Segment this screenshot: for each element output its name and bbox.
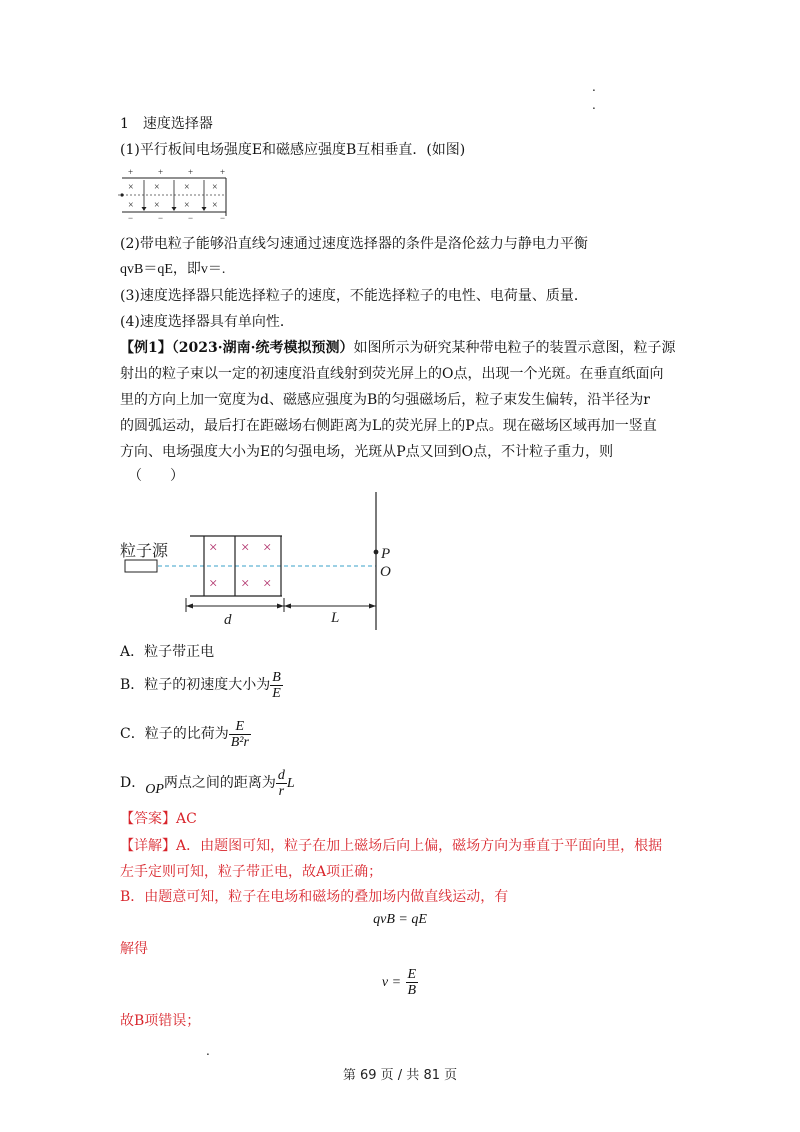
l-label: L	[331, 610, 340, 626]
minus-sign: −	[158, 213, 164, 222]
field-cross: ×	[263, 576, 272, 592]
option-b-fraction	[270, 670, 283, 701]
cross-mark: ×	[212, 200, 218, 211]
p-label: P	[381, 546, 391, 562]
plus-sign: +	[128, 167, 134, 177]
answer-detail-3: B．由题意可知，粒子在电场和磁场的叠加场内做直线运动，有	[120, 889, 509, 905]
option-b	[120, 667, 283, 703]
example-line-5: 方向、电场强度大小为E的匀强电场，光斑从P点又回到O点，不计粒子重力，则	[120, 444, 614, 460]
field-cross: ×	[241, 576, 250, 592]
fraction-denominator: r	[278, 783, 285, 799]
equation-2-fraction	[406, 967, 419, 998]
plus-sign: +	[158, 167, 164, 177]
minus-sign: −	[188, 213, 194, 222]
field-cross: ×	[241, 540, 250, 556]
answer-conclusion: 故B项错误；	[120, 1013, 201, 1029]
example-line-1	[120, 338, 675, 358]
example-text: 如图所示为研究某种带电粒子的装置示意图，粒子源	[353, 340, 676, 356]
option-d	[120, 764, 295, 803]
equation-2	[0, 964, 800, 1001]
example-source: （2023·湖南·统考模拟预测）	[171, 340, 354, 356]
field-cross: ×	[263, 540, 272, 556]
header-mark-1: .	[592, 80, 596, 94]
option-d-fraction	[276, 768, 287, 799]
option-c-fraction	[229, 719, 251, 750]
plus-sign: +	[188, 167, 194, 177]
paragraph-1: (1)平行板间电场强度E和磁感应强度B互相垂直．(如图)	[120, 142, 466, 158]
fraction-denominator: B²r	[230, 734, 249, 750]
paragraph-3: (3)速度选择器只能选择粒子的速度，不能选择粒子的电性、电荷量、质量．	[120, 288, 588, 304]
answer-label: 【答案】AC	[120, 811, 197, 827]
header-mark-2: .	[592, 98, 596, 112]
fraction-numerator: d	[277, 767, 285, 783]
example-line-2: 射出的粒子束以一定的初速度沿直线射到荧光屏上的O点，出现一个光斑。在垂直纸面向	[120, 366, 664, 382]
fraction-numerator: E	[407, 966, 417, 982]
paragraph-4: (4)速度选择器具有单向性．	[120, 314, 294, 330]
page-footer: 第 69 页 / 共 81 页	[342, 1068, 458, 1083]
answer-detail-2: 左手定则可知，粒子带正电，故A项正确；	[120, 864, 383, 880]
option-d-op: OP	[145, 782, 164, 797]
fraction-denominator: E	[272, 685, 281, 701]
cross-mark: ×	[184, 182, 190, 193]
example-line-3: 里的方向上加一宽度为d、磁感应强度为B的匀强磁场后，粒子束发生偏转，沿半径为r	[120, 392, 650, 408]
fraction-numerator: E	[229, 719, 251, 735]
fraction-denominator: B	[407, 982, 417, 998]
option-a: A．粒子带正电	[120, 644, 215, 660]
minus-sign: −	[220, 213, 226, 222]
answer-solve: 解得	[120, 941, 148, 957]
option-c	[120, 716, 251, 752]
cross-mark: ×	[184, 200, 190, 211]
paragraph-2: (2)带电粒子能够沿直线匀速通过速度选择器的条件是洛伦兹力与静电力平衡	[120, 236, 588, 252]
cross-mark: ×	[154, 182, 160, 193]
point-p	[374, 550, 379, 555]
option-d-prefix: D．	[120, 775, 146, 791]
field-cross: ×	[209, 540, 218, 556]
minus-sign: −	[128, 213, 134, 222]
option-d-text: 两点之间的距离为	[163, 775, 276, 791]
field-cross: ×	[209, 576, 218, 592]
option-d-tail: L	[286, 776, 295, 791]
particle-source-box	[125, 560, 157, 572]
plus-sign: +	[220, 167, 226, 177]
equation-1: qvB = qE	[373, 912, 427, 927]
apparatus-figure	[118, 488, 398, 636]
cross-mark: ×	[128, 200, 134, 211]
example-line-4: 的圆弧运动，最后打在距磁场右侧距离为L的荧光屏上的P点。现在磁场区域再加一竖直	[120, 418, 657, 434]
option-b-text: B．粒子的初速度大小为	[120, 677, 271, 693]
section-title: 1 速度选择器	[120, 116, 213, 132]
example-tag: 【例1】	[120, 340, 172, 356]
paragraph-2-formula: qvB＝qE，即v＝.	[120, 262, 226, 277]
velocity-selector-figure	[118, 166, 230, 222]
particle-source-label: 粒子源	[120, 543, 169, 560]
answer-detail-1: 【详解】A．由题图可知，粒子在加上磁场后向上偏，磁场方向为垂直于平面向里，根据	[120, 838, 663, 854]
bottom-mark: .	[206, 1044, 210, 1058]
fraction-numerator: B	[272, 669, 281, 685]
equation-2-lhs: v =	[381, 975, 402, 990]
answer-blank: （ ）	[128, 468, 184, 484]
option-c-text: C．粒子的比荷为	[120, 726, 229, 742]
cross-mark: ×	[212, 182, 218, 193]
cross-mark: ×	[154, 200, 160, 211]
cross-mark: ×	[128, 182, 134, 193]
o-label: O	[380, 564, 391, 580]
d-label: d	[224, 612, 232, 628]
